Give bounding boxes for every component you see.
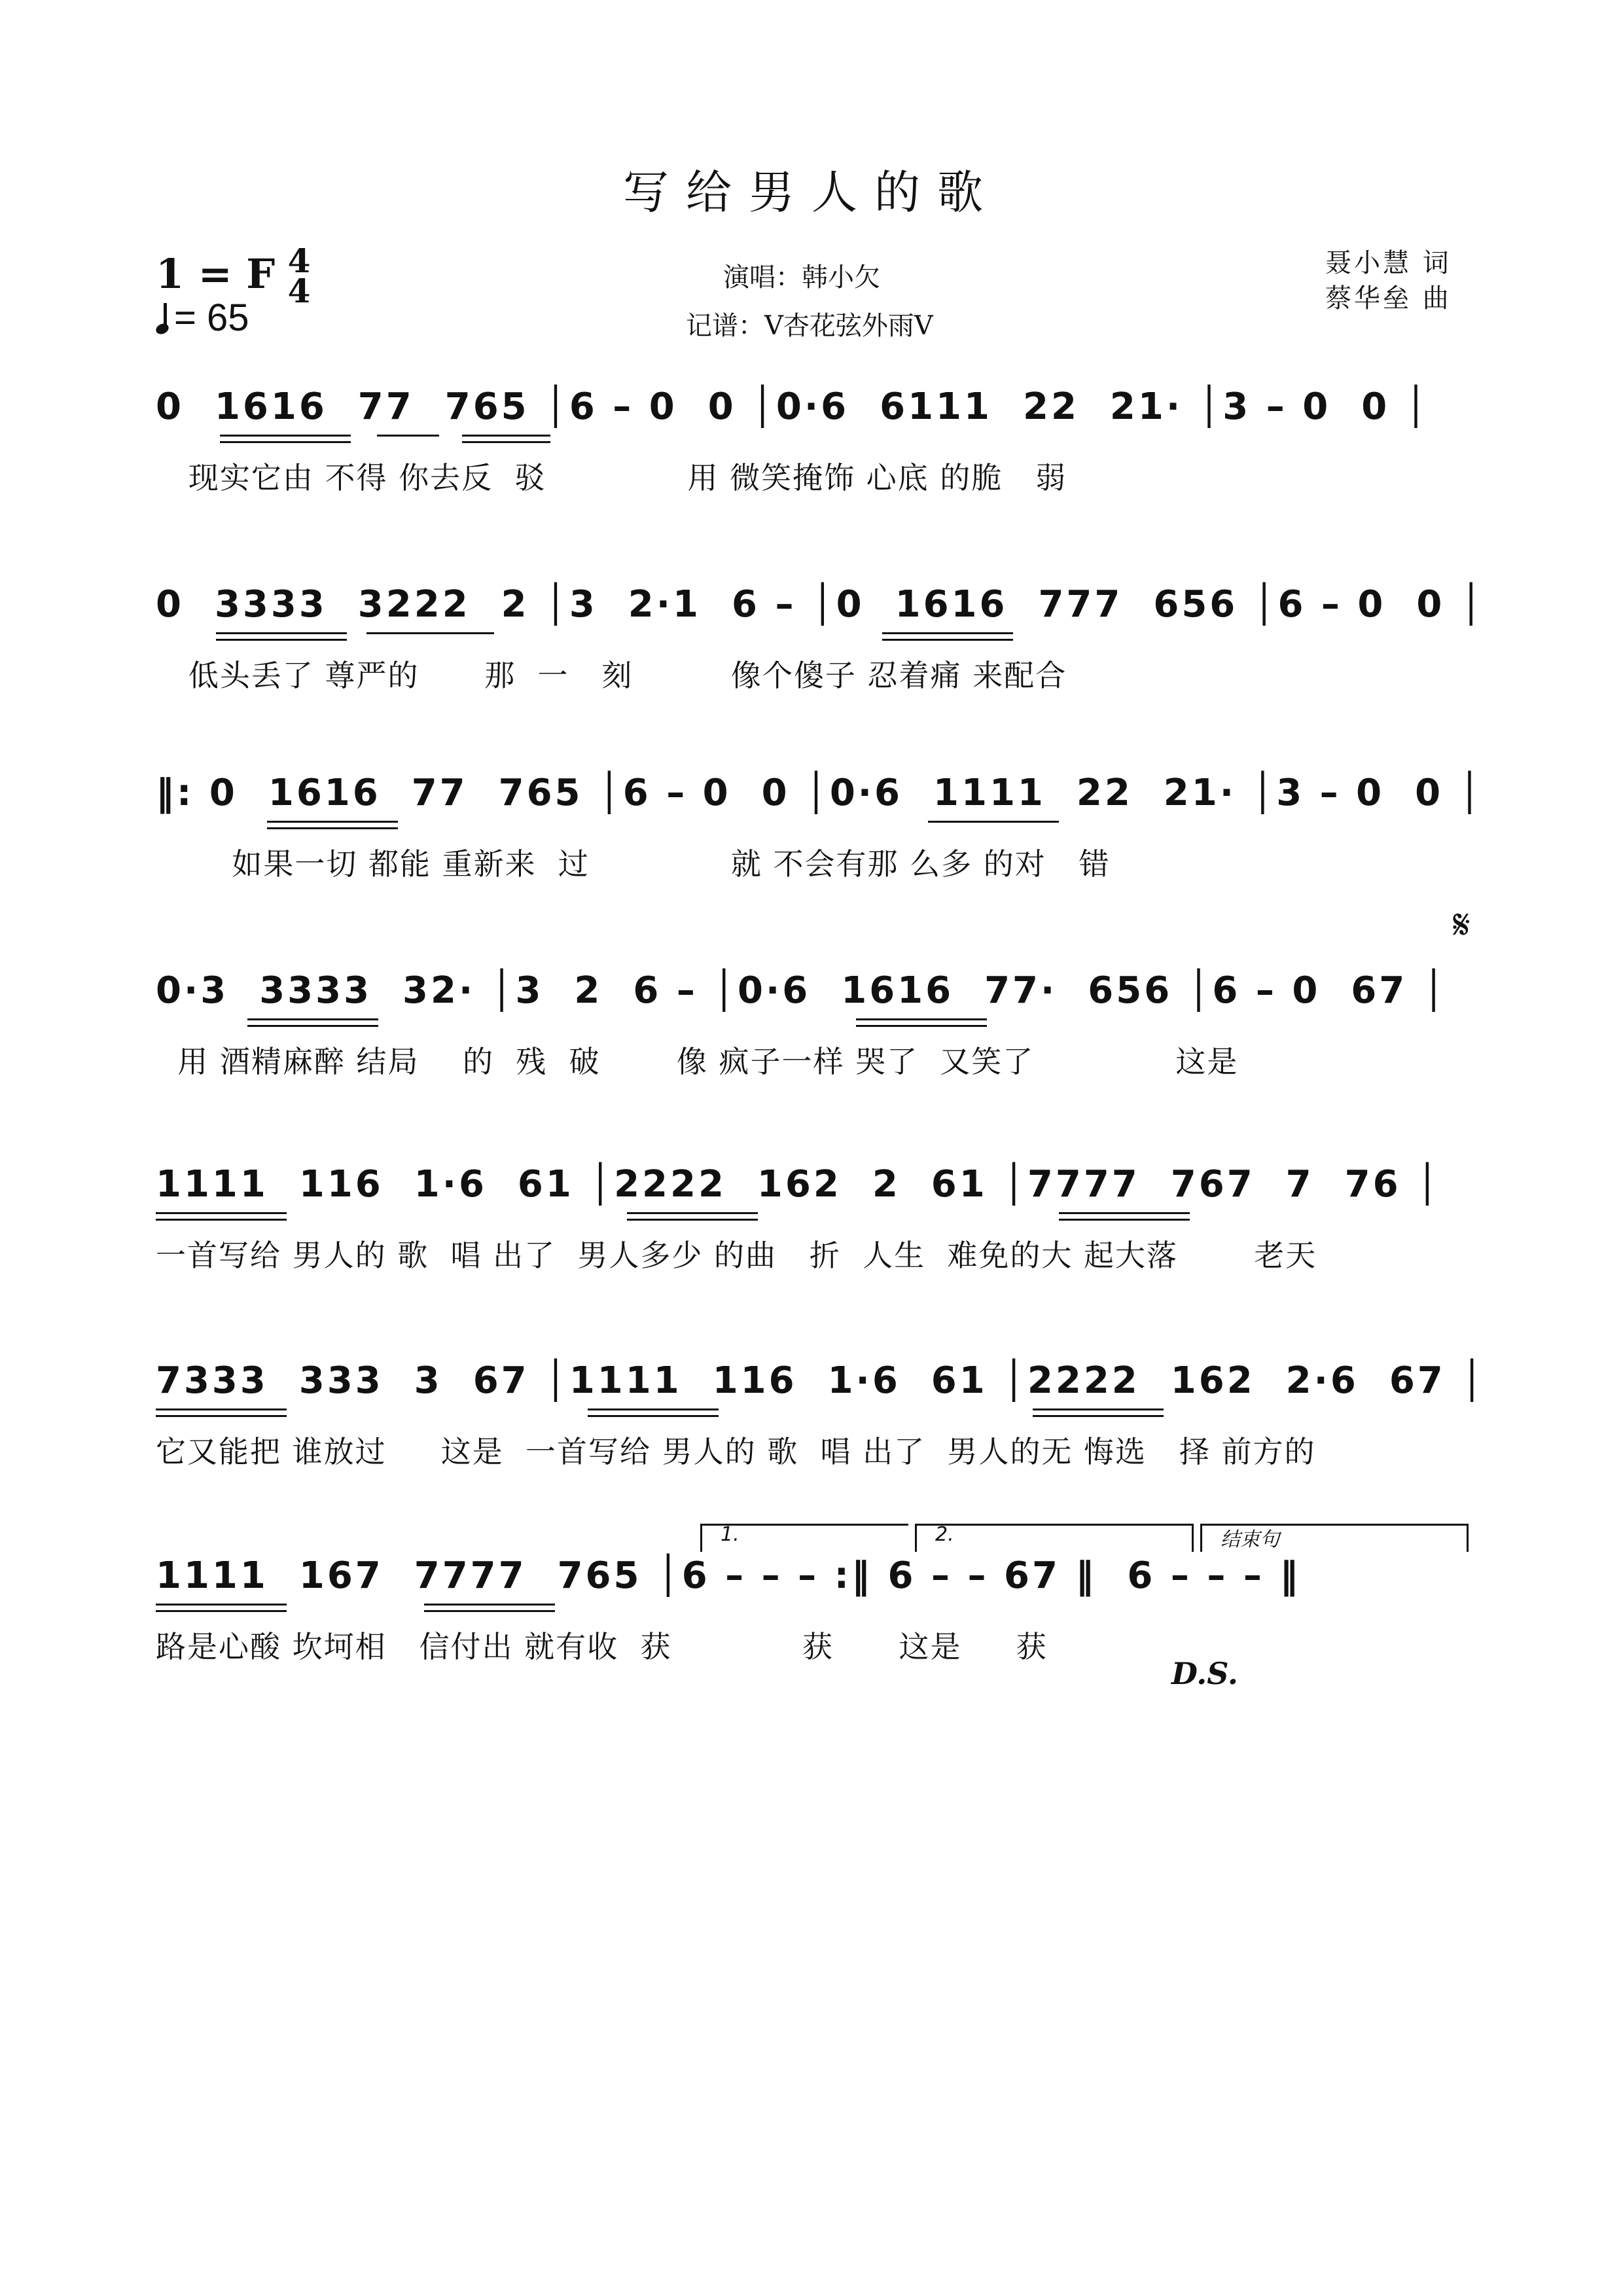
transcriber-credit: 记谱：V杏花弦外雨V <box>686 311 933 341</box>
underline-beam <box>156 1212 287 1214</box>
time-signature-bottom: 4 <box>287 272 311 310</box>
underline-beam <box>377 435 439 437</box>
lyrics-line: 路是心酸 坎坷相 信付出 就有收 获 获 这是 获 <box>156 1629 1048 1664</box>
notation-line: 0·3 3333 32· │3 2 6 – │0·6 1616 77· 656 │6 – 0 67 │ <box>156 969 1448 1012</box>
lyrics-line: 它又能把 谁放过 这是 一首写给 男人的 歌 唱 出了 男人的无 悔选 择 前方的 <box>156 1434 1316 1469</box>
notation-line: 0 1616 77 765 │6 – 0 0 │0·6 6111 22 21· │3 – 0 0 │ <box>156 386 1430 428</box>
underline-beam <box>247 1018 378 1020</box>
notation-line: ‖: 0 1616 77 765 │6 – 0 0 │0·6 1111 22 21· │3 – 0 0 │ <box>156 772 1484 814</box>
underline-beam <box>366 632 494 634</box>
underline-beam <box>588 1408 719 1410</box>
volta-label: 1. <box>721 1523 740 1546</box>
underline-beam <box>627 1212 758 1214</box>
underline-beam <box>247 1025 378 1027</box>
underline-beam <box>627 1219 758 1221</box>
underline-beam <box>267 821 398 823</box>
first-ending-bracket <box>700 1524 908 1552</box>
underline-beam <box>856 1018 987 1020</box>
composer-credit: 蔡华垒 曲 <box>1325 283 1452 314</box>
volta-label: 结束句 <box>1221 1528 1279 1551</box>
ds-marking: D.S. <box>1171 1656 1238 1691</box>
underline-beam <box>156 1610 287 1612</box>
underline-beam <box>462 441 550 443</box>
song-title: 写给男人的歌 <box>623 166 1000 219</box>
underline-beam <box>424 1610 555 1612</box>
notation-line: 0 3333 3222 2 │3 2·1 6 – │0 1616 777 656 │6 – 0 0 │ <box>156 583 1485 626</box>
underline-beam <box>462 435 550 437</box>
notation-line: 7333 333 3 67 │1111 116 1·6 61 │2222 162 2·6 67 │ <box>156 1359 1486 1402</box>
tempo-marking <box>156 296 249 340</box>
underline-beam <box>267 827 398 829</box>
lyrics-line: 如果一切 都能 重新来 过 就 不会有那 么多 的对 错 <box>156 846 1111 882</box>
underline-beam <box>156 1219 287 1221</box>
underline-beam <box>216 632 347 634</box>
lyricist-credit: 聂小慧 词 <box>1325 248 1452 278</box>
time-signature-top: 4 <box>287 242 311 280</box>
underline-beam <box>156 1415 287 1417</box>
time-signature <box>283 242 315 310</box>
underline-beam <box>882 632 1013 634</box>
underline-beam <box>156 1408 287 1410</box>
underline-beam <box>1033 1415 1164 1417</box>
underline-beam <box>1059 1219 1190 1221</box>
segno-icon: 𝄋 <box>1453 901 1471 948</box>
underline-beam <box>424 1604 555 1605</box>
second-ending-bracket <box>915 1524 1194 1552</box>
singer-credit: 演唱：韩小欠 <box>723 262 880 293</box>
underline-beam <box>220 435 351 437</box>
volta-label: 2. <box>935 1523 954 1546</box>
key-signature: 1 = F <box>156 250 276 298</box>
tempo-value: = 65 <box>174 296 249 339</box>
underline-beam <box>156 1604 287 1605</box>
lyrics-line: 现实它由 不得 你去反 驳 用 微笑掩饰 心底 的脆 弱 <box>156 460 1067 495</box>
lyrics-line: 低头丢了 尊严的 那 一 刻 像个傻子 忍着痛 来配合 <box>156 658 1067 693</box>
underline-beam <box>220 441 351 443</box>
quarter-note-icon <box>156 303 166 334</box>
underline-beam <box>1059 1212 1190 1214</box>
underline-beam <box>1033 1408 1164 1410</box>
underline-beam <box>856 1025 987 1027</box>
notation-line: 1111 167 7777 765 │6 – – – :‖ 6 – – 67 ‖ 6 – – – ‖ <box>156 1554 1301 1597</box>
notation-line: 1111 116 1·6 61 │2222 162 2 61 │7777 767 7 76 │ <box>156 1163 1441 1206</box>
lyrics-line: 一首写给 男人的 歌 唱 出了 男人多少 的曲 折 人生 难免的大 起大落 老天 <box>156 1238 1317 1273</box>
underline-beam <box>588 1415 719 1417</box>
lyrics-line: 用 酒精麻醉 结局 的 残 破 像 疯子一样 哭了 又笑了 这是 <box>156 1044 1239 1079</box>
underline-beam <box>216 639 347 641</box>
coda-ending-bracket <box>1200 1524 1469 1552</box>
underline-beam <box>928 821 1059 823</box>
underline-beam <box>882 639 1013 641</box>
